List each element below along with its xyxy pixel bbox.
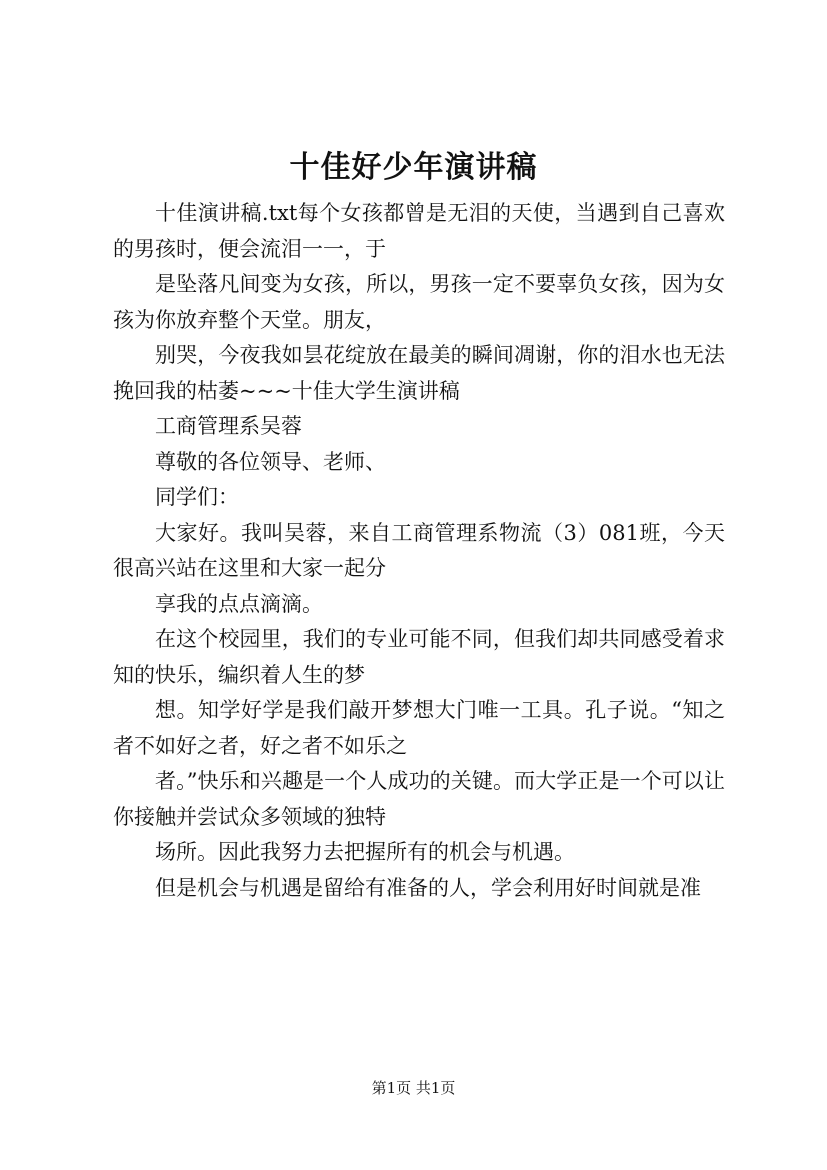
paragraph: 工商管理系吴蓉 bbox=[155, 414, 302, 438]
paragraph: 在这个校园里，我们的专业可能不同，但我们却共同感受着求知的快乐，编织着人生的梦 bbox=[113, 627, 725, 687]
document-title: 十佳好少年演讲稿 bbox=[289, 150, 538, 185]
paragraph: 场所。因此我努力去把握所有的机会与机遇。 bbox=[155, 840, 575, 864]
paragraph: 尊敬的各位领导、老师、 bbox=[155, 449, 386, 474]
paragraph: 想。知学好学是我们敲开梦想大门唯一工具。孔子说。“知之者不如好之者，好之者不如乐之 bbox=[113, 698, 725, 758]
paragraph: 同学们： bbox=[155, 485, 239, 509]
paragraph: 者。”快乐和兴趣是一个人成功的关键。而大学正是一个可以让你接触并尝试众多领域的独特 bbox=[113, 769, 725, 829]
paragraph: 别哭，今夜我如昙花绽放在最美的瞬间凋谢，你的泪水也无法挽回我的枯萎~~~十佳大学生演讲稿 bbox=[113, 343, 725, 403]
page-footer: 第1页 共1页 bbox=[371, 1079, 456, 1097]
paragraph: 享我的点点滴滴。 bbox=[155, 591, 323, 616]
paragraph: 大家好。我叫吴蓉，来自工商管理系物流（3）081班，今天很高兴站在这里和大家一起分 bbox=[113, 520, 725, 580]
paragraph: 但是机会与机遇是留给有准备的人，学会利用好时间就是准 bbox=[155, 875, 701, 900]
document-body bbox=[113, 196, 725, 906]
paragraph: 是坠落凡间变为女孩，所以，男孩一定不要辜负女孩，因为女孩为你放弃整个天堂。朋友， bbox=[113, 272, 725, 332]
paragraph: 十佳演讲稿.txt每个女孩都曾是无泪的天使，当遇到自己喜欢的男孩时，便会流泪一一，于 bbox=[113, 201, 725, 261]
